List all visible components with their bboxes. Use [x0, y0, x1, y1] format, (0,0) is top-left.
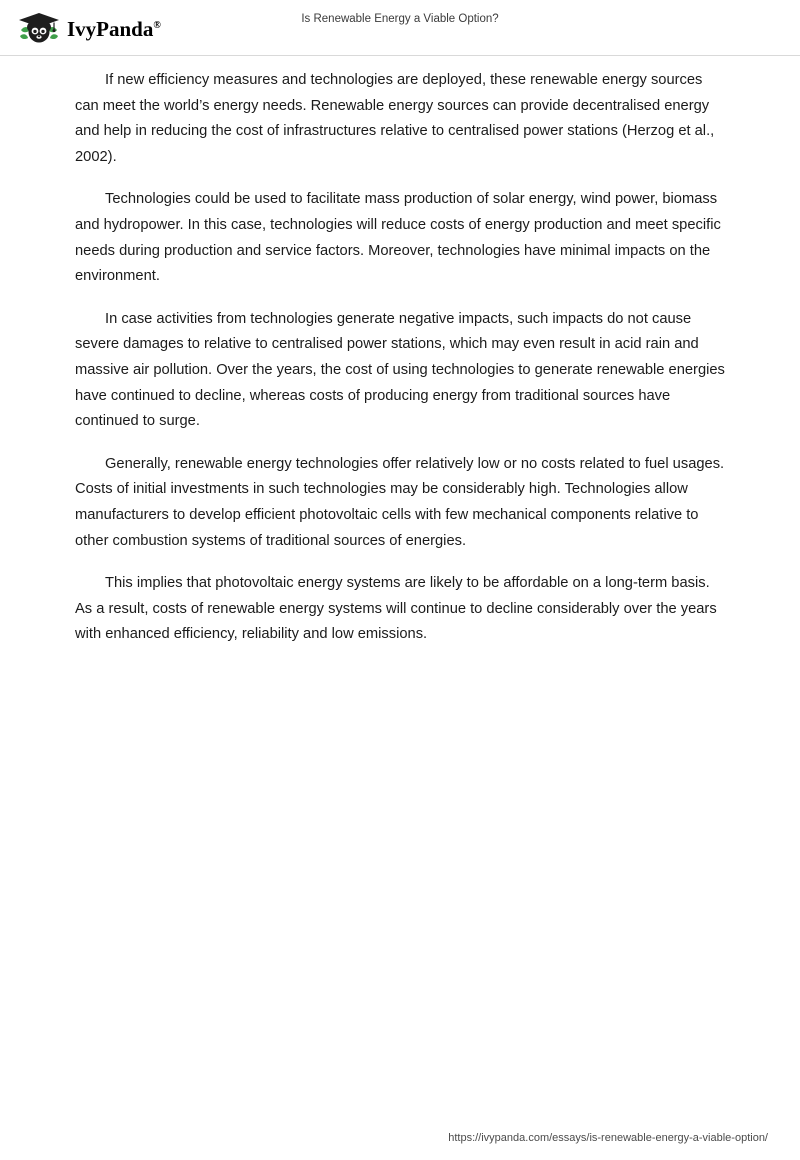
brand-registered-mark: ® — [153, 19, 161, 31]
paragraph: In case activities from technologies generate negative impacts, such impacts do not cause severe damages to relative to centralised power stations, which may even result in acid rain and massive air pollution. Over the years, the cost of using technologies to generate renewable energies have continued to decline, whereas costs of producing energy from traditional sources have continued to surge. — [75, 310, 725, 430]
paragraph: Generally, renewable energy technologies offer relatively low or no costs related to fuel usages. Costs of initial investments in such technologies may be considerably high. Technologies allow manufacturers to develop efficient photovoltaic cells with few mechanical components relative to other combustion systems of traditional sources of energies. — [75, 455, 725, 549]
paragraph: If new efficiency measures and technologies are deployed, these renewable energy sources can meet the world’s energy needs. Renewable energy sources can provide decentralised energy and help in reducing the cost of infrastructures relative to centralised power stations (Herzog et al., 2002). — [75, 72, 715, 165]
paragraph: Technologies could be used to facilitate mass production of solar energy, wind power, biomass and hydropower. In this case, technologies will reduce costs of energy production and meet specific needs during production and service factors. Moreover, technologies have minimal impacts on the environment. — [75, 191, 721, 285]
brand-name-text: IvyPanda — [67, 16, 154, 41]
page-title: Is Renewable Energy a Viable Option? — [301, 13, 499, 25]
page-header — [0, 0, 800, 56]
document-body — [75, 68, 725, 665]
source-url-link[interactable]: https://ivypanda.com/essays/is-renewable-energy-a-viable-option/ — [448, 1132, 768, 1144]
paragraph: This implies that photovoltaic energy systems are likely to be affordable on a long-term basis. As a result, costs of renewable energy systems will continue to decline considerably over the years with enhanced efficiency, reliability and low emissions. — [75, 575, 717, 643]
